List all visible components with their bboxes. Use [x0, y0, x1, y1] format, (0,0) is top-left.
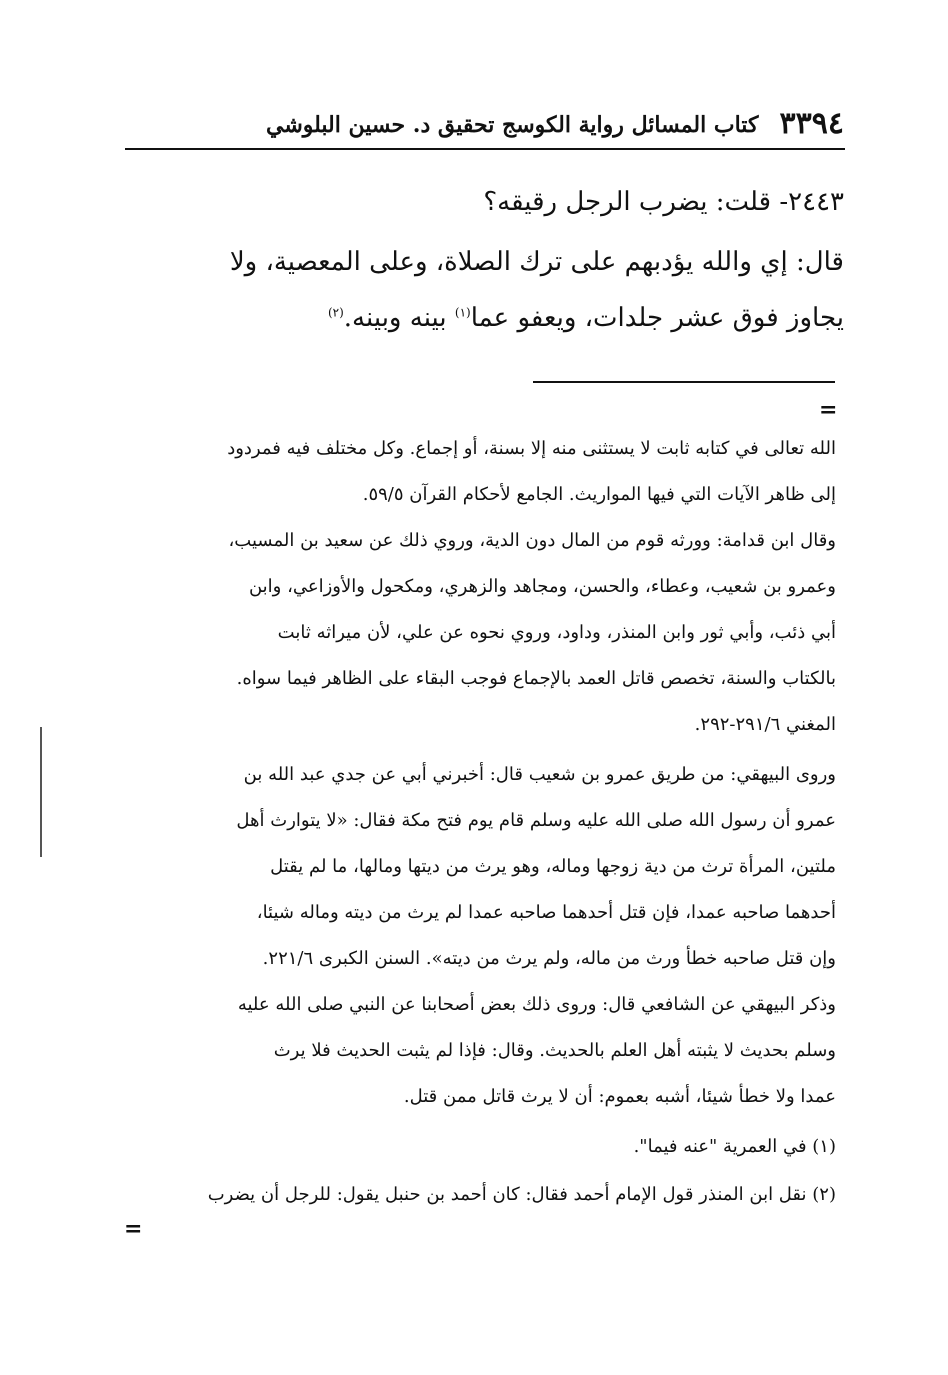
- footnote-line: وقال ابن قدامة: وورثه قوم من المال دون الدية، وروي ذلك عن سعيد بن المسيب،: [228, 530, 836, 551]
- footnote-2: (٢) نقل ابن المنذر قول الإمام أحمد فقال: كان أحمد بن حنبل يقول: للرجل أن يضرب: [207, 1184, 836, 1205]
- footnote-line: المغني ٢٩١/٦-٢٩٢.: [694, 714, 836, 735]
- header-rule: [125, 148, 845, 150]
- footnote-ref-1: (١): [454, 305, 471, 320]
- footnote-line: أبي ذئب، وأبي ثور وابن المنذر، وداود، وروي نحوه عن علي، لأن ميراثه ثابت: [277, 622, 836, 643]
- running-title: كتاب المسائل رواية الكوسج تحقيق د. حسين البلوشي: [266, 112, 759, 138]
- footnote-line: ملتين، المرأة ترث من دية زوجها وماله، وهو يرث من ديتها ومالها، ما لم يقتل: [270, 856, 836, 877]
- footnote-ref-2: (٢): [327, 305, 344, 320]
- footnote-line: عمدا ولا خطأ شيئا، أشبه بعموم: أن لا يرث قاتل ممن قتل.: [403, 1086, 836, 1107]
- answer-line-1: قال: إي والله يؤدبهم على ترك الصلاة، وعلى المعصية، ولا: [229, 247, 844, 277]
- footnote-line: وسلم بحديث لا يثبته أهل العلم بالحديث. وقال: فإذا لم يثبت الحديث فلا يرث: [273, 1040, 836, 1061]
- page-number: ٣٣٩٤: [779, 106, 844, 141]
- continuation-mark-top: =: [819, 397, 836, 423]
- answer-text-b: بينه وبينه.: [343, 303, 455, 333]
- answer-text-a: يجاوز فوق عشر جلدات، ويعفو عما: [470, 303, 844, 333]
- continuation-mark-bottom: =: [124, 1216, 141, 1242]
- footnote-line: وذكر البيهقي عن الشافعي قال: وروى ذلك بعض أصحابنا عن النبي صلى الله عليه: [237, 994, 836, 1015]
- footnote-line: أحدهما صاحبه عمدا، فإن قتل أحدهما صاحبه عمدا لم يرث من ديته وماله شيئا،: [256, 902, 836, 923]
- footnote-line: وعمرو بن شعيب، وعطاء، والحسن، ومجاهد والزهري، ومكحول والأوزاعي، وابن: [248, 576, 836, 597]
- margin-line: [40, 727, 42, 857]
- footnote-line: إلى ظاهر الآيات التي فيها المواريث. الجامع لأحكام القرآن ٥٩/٥.: [362, 484, 836, 505]
- footnote-line: وروى البيهقي: من طريق عمرو بن شعيب قال: أخبرني أبي عن جدي عبد الله بن: [243, 764, 836, 785]
- footnote-line: عمرو أن رسول الله صلى الله عليه وسلم قام يوم فتح مكة فقال: «لا يتوارث أهل: [236, 810, 836, 831]
- answer-line-2: [328, 303, 844, 333]
- footnote-line: بالكتاب والسنة، تخصص قاتل العمد بالإجماع فوجب البقاء على الظاهر فيما سواه.: [236, 668, 836, 689]
- footnote-separator: [533, 381, 835, 383]
- footnote-line: وإن قتل صاحبه خطأ ورث من ماله، ولم يرث من ديته». السنن الكبرى ٢٢١/٦.: [262, 948, 836, 969]
- footnote-1: (١) في العمرية "عنه فيما".: [633, 1136, 836, 1157]
- footnote-line: الله تعالى في كتابه ثابت لا يستثنى منه إلا بسنة، أو إجماع. وكل مختلف فيه فمردود: [227, 438, 836, 459]
- question-line: ٢٤٤٣- قلت: يضرب الرجل رقيقه؟: [483, 187, 844, 217]
